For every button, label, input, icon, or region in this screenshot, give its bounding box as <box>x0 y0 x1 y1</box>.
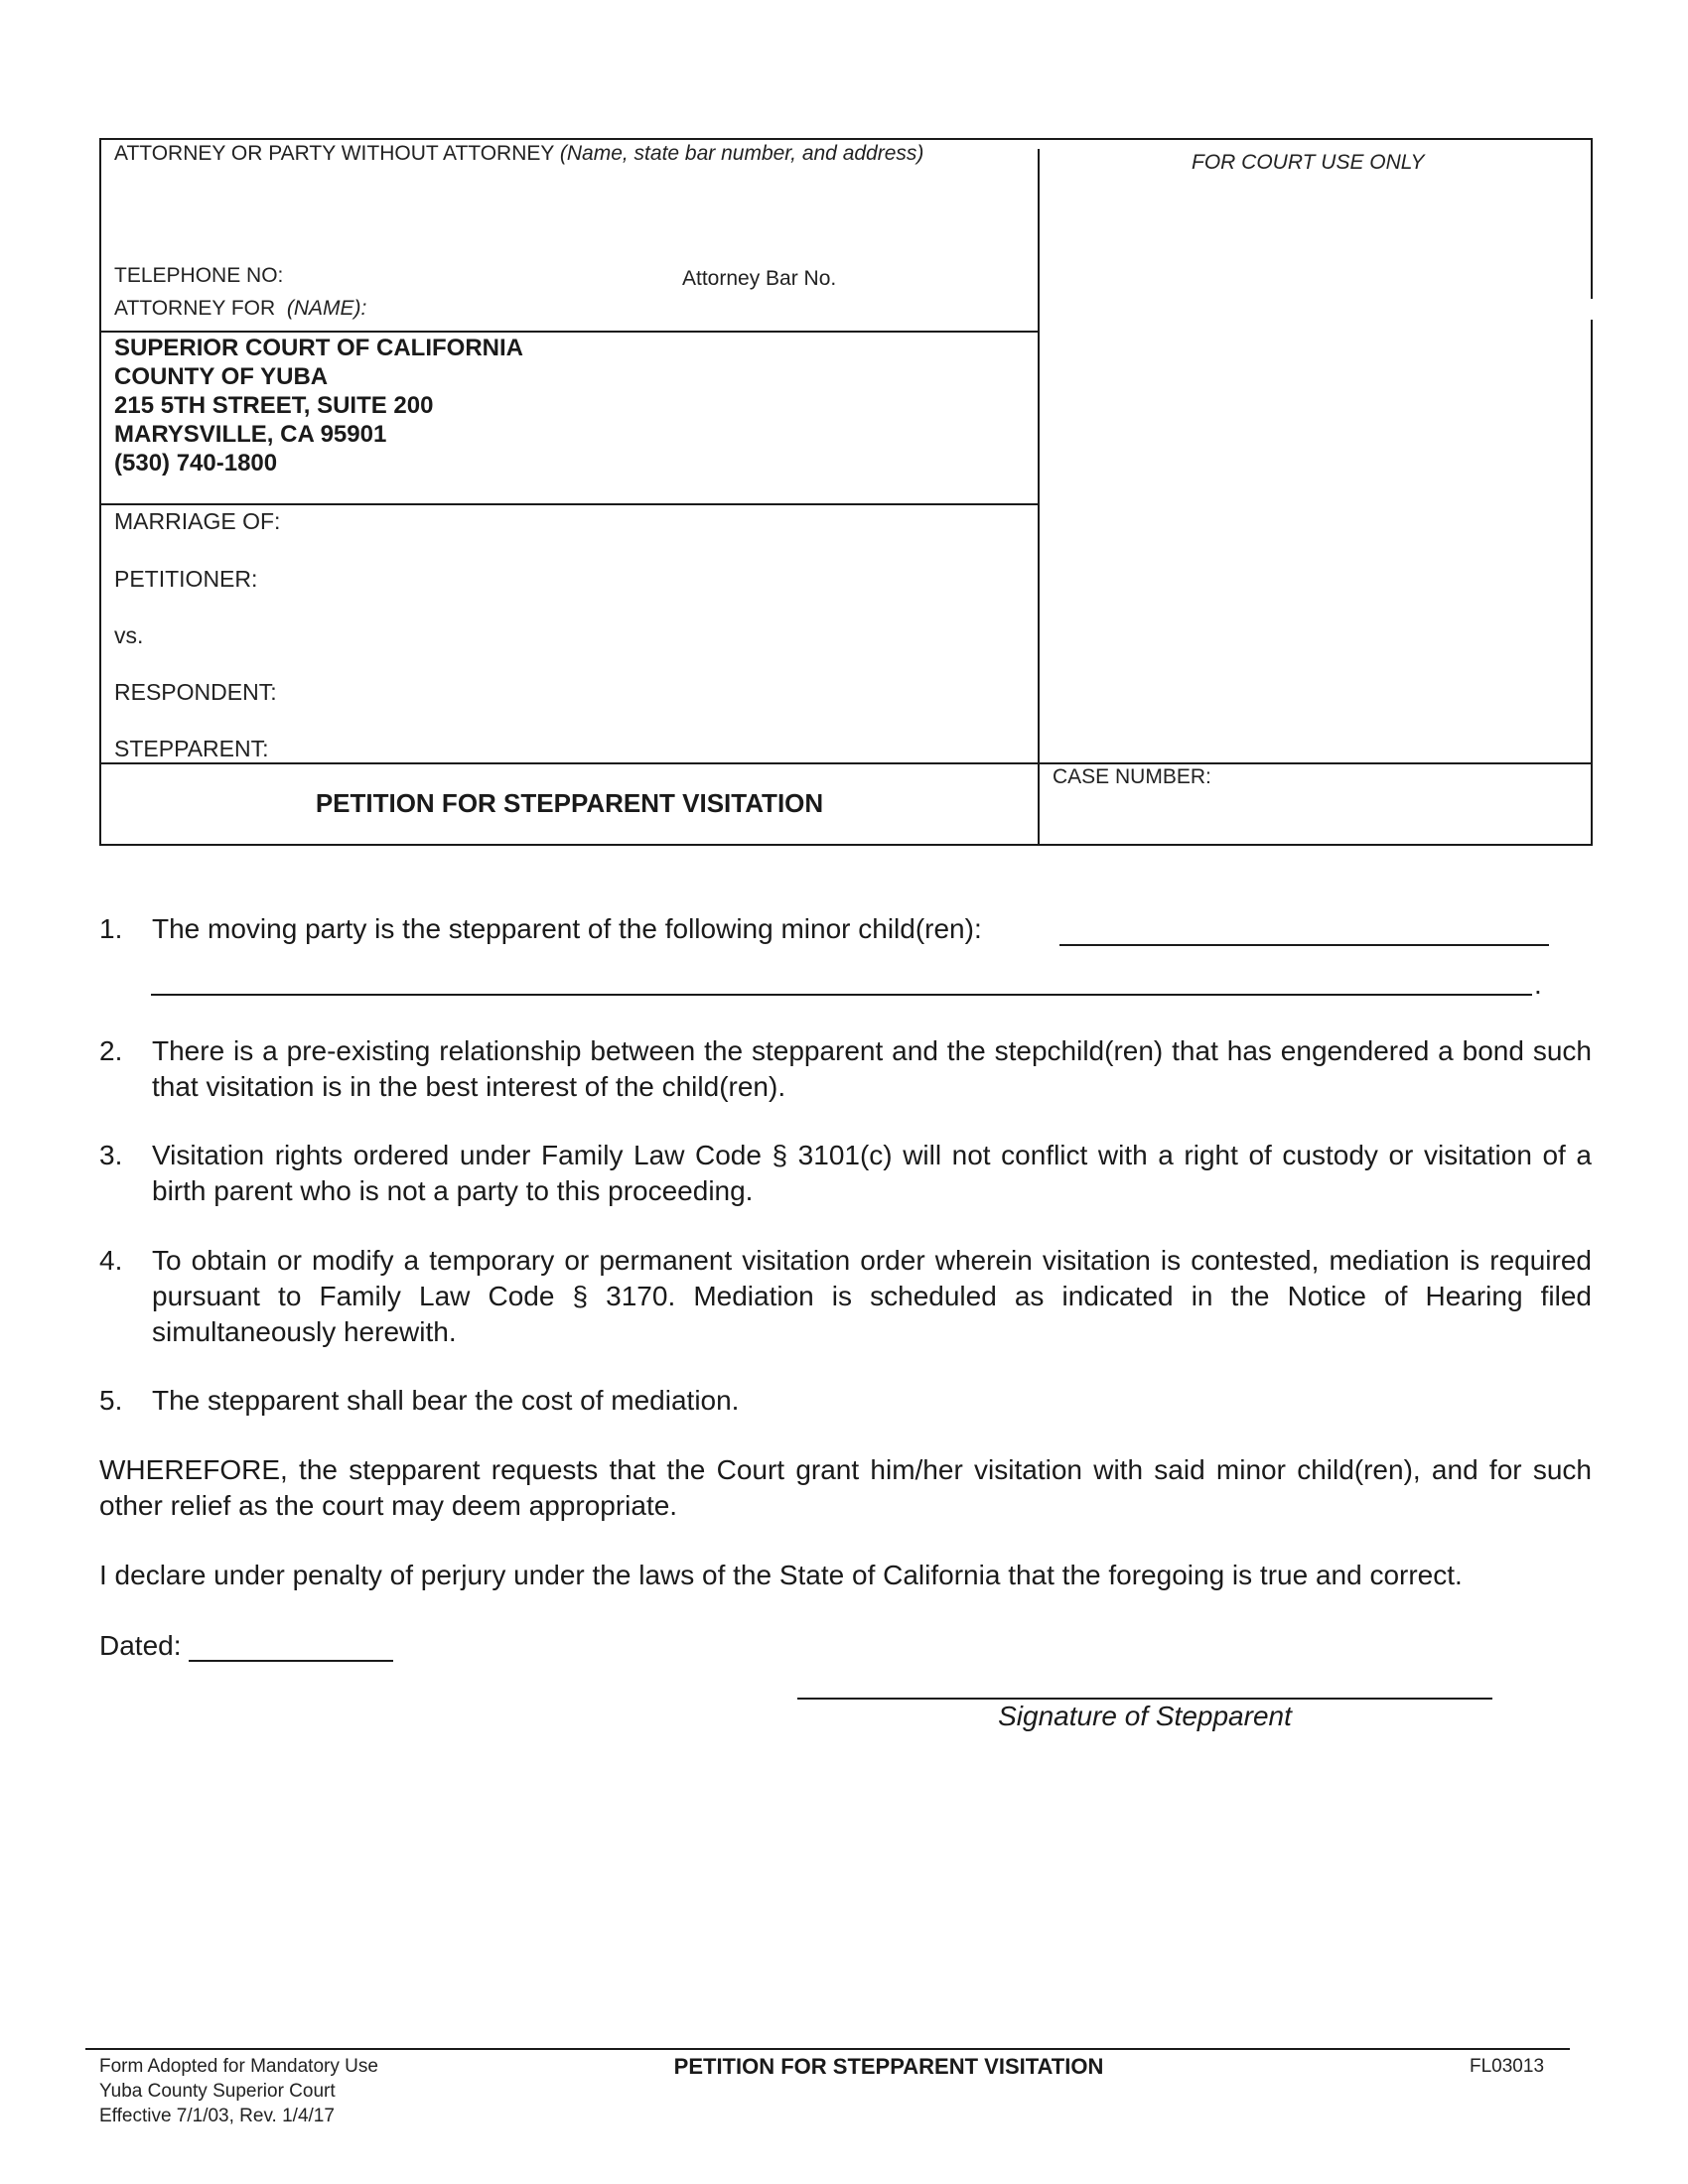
court-use-label: FOR COURT USE ONLY <box>1192 151 1425 174</box>
attorney-label: ATTORNEY OR PARTY WITHOUT ATTORNEY (Name, state bar number, and address) <box>114 142 924 165</box>
footer-adopted: Form Adopted for Mandatory Use <box>99 2056 378 2077</box>
item-1-text: The moving party is the stepparent of the following minor child(ren): <box>152 913 982 944</box>
signature-line[interactable] <box>797 1698 1492 1700</box>
attorney-for-hint: (NAME): <box>286 297 367 320</box>
item-3 <box>99 1138 1592 1212</box>
item-5-text: The stepparent shall bear the cost of mediation. <box>152 1385 740 1416</box>
case-number-label: CASE NUMBER: <box>1053 765 1211 788</box>
item-1-end-period: . <box>1534 969 1542 1000</box>
footer-title: PETITION FOR STEPPARENT VISITATION <box>673 2054 1104 2079</box>
item-2-text: There is a pre-existing relationship between the stepparent and the stepchild(ren) that has engendered a bond such that visitation is in the best interest of the child(ren). <box>152 1035 1592 1102</box>
court-name: SUPERIOR COURT OF CALIFORNIA <box>114 335 523 361</box>
item-2-number: 2. <box>99 1035 123 1066</box>
court-phone: (530) 740-1800 <box>114 450 278 477</box>
respondent-label: RESPONDENT: <box>114 679 277 705</box>
item-5-number: 5. <box>99 1385 123 1416</box>
children-name-line-2[interactable] <box>151 994 1532 996</box>
court-city: MARYSVILLE, CA 95901 <box>114 421 387 448</box>
form-title: PETITION FOR STEPPARENT VISITATION <box>315 788 824 818</box>
footer-left <box>99 2054 378 2128</box>
item-3-number: 3. <box>99 1140 123 1170</box>
item-2 <box>99 1033 1592 1108</box>
item-1-number: 1. <box>99 913 123 944</box>
marriage-of-label: MARRIAGE OF: <box>114 508 281 534</box>
court-address <box>114 334 523 478</box>
item-4-text: To obtain or modify a temporary or permanent visitation order wherein visitation is contested, mediation is required pursuant to Family Law Code § 3170. Mediation is scheduled as indicated in the Notice of Hearing filed simultaneously herewith. <box>152 1245 1592 1347</box>
court-street: 215 5TH STREET, SUITE 200 <box>114 392 434 419</box>
date-line[interactable] <box>189 1660 393 1662</box>
stepparent-label: STEPPARENT: <box>114 736 269 761</box>
attorney-hint: (Name, state bar number, and address) <box>559 142 924 165</box>
form-code: FL03013 <box>1470 2056 1545 2077</box>
wherefore-paragraph: WHEREFORE, the stepparent requests that the Court grant him/her visitation with said minor child(ren), and for such other relief as the court may deem appropriate. <box>99 1454 1592 1521</box>
item-4-number: 4. <box>99 1245 123 1276</box>
footer-effective: Effective 7/1/03, Rev. 1/4/17 <box>99 2106 335 2126</box>
petitioner-label: PETITIONER: <box>114 566 258 592</box>
signature-label: Signature of Stepparent <box>998 1701 1292 1731</box>
vs-label: vs. <box>114 622 144 648</box>
attorney-for-label: ATTORNEY FOR (NAME): <box>114 297 367 320</box>
court-county: COUNTY OF YUBA <box>114 363 329 390</box>
footer-court: Yuba County Superior Court <box>99 2081 336 2102</box>
declaration-paragraph: I declare under penalty of perjury under the laws of the State of California that the foregoing is true and correct. <box>99 1560 1463 1590</box>
dated-label: Dated: <box>99 1630 182 1661</box>
footer-rule <box>85 2048 1570 2050</box>
children-name-line-1[interactable] <box>1059 944 1549 946</box>
item-5 <box>99 1383 1592 1423</box>
bar-number-label: Attorney Bar No. <box>682 267 837 290</box>
item-4 <box>99 1243 1592 1352</box>
telephone-label: TELEPHONE NO: <box>114 264 284 287</box>
item-3-text: Visitation rights ordered under Family Law Code § 3101(c) will not conflict with a right of custody or visitation of a birth parent who is not a party to this proceeding. <box>152 1140 1592 1206</box>
